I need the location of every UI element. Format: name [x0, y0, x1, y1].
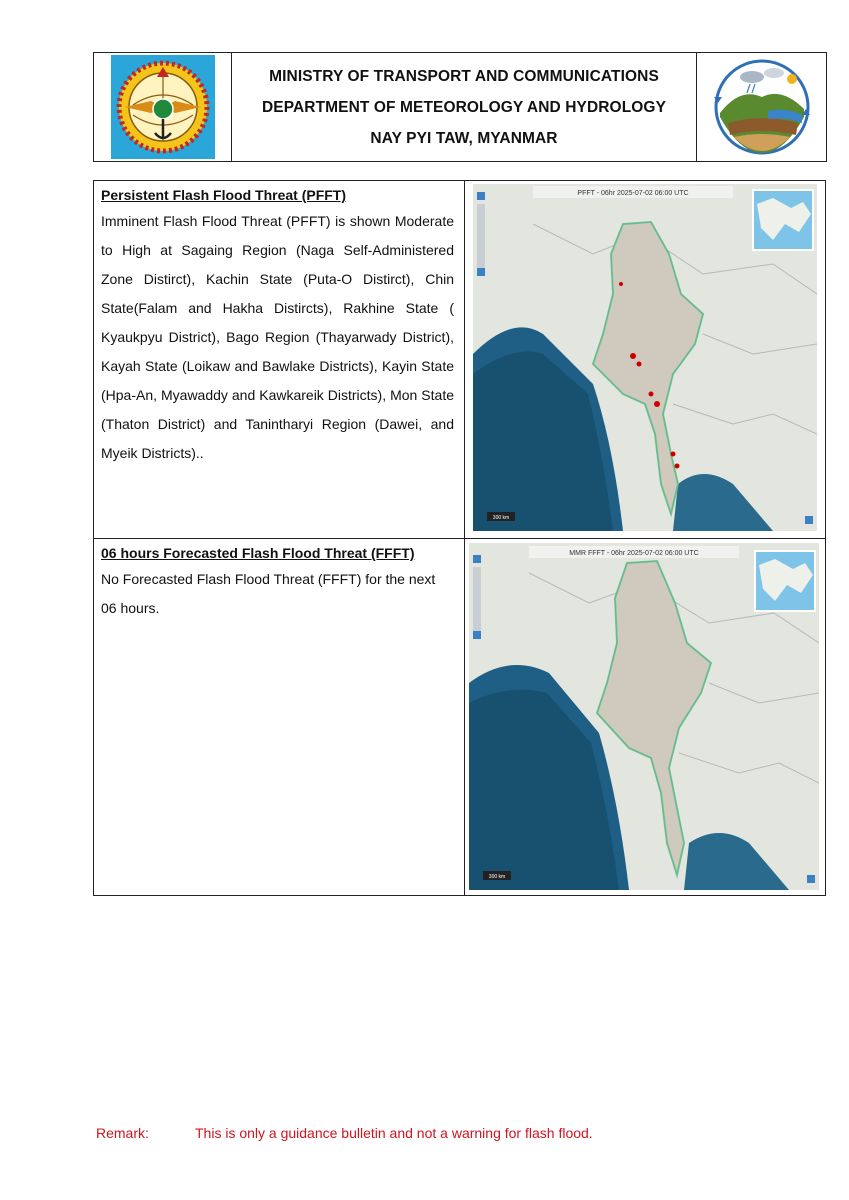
- pfft-map[interactable]: [473, 184, 817, 531]
- pfft-description: Imminent Flash Flood Threat (PFFT) is shown Moderate to High at Sagaing Region (Naga Self-Administered Zone Distirct), Kachin State (Puta-O Distirct), Chin State(Falam and Hakha Distircts), Rakhine State ( Kyaukpyu District), Bago Region (Thayarwady District), Kayah State (Loikaw and Bawlake Districts), Kayin State (Hpa-An, Myawaddy and Kawkareik Districts), Mon State (Thaton District) and Tanintharyi Region (Dawei, and Myeik Districts)..: [101, 213, 454, 461]
- ffft-map-title: MMR FFFT - 06hr 2025-07-02 06:00 UTC: [569, 550, 699, 557]
- left-logo-cell: [94, 53, 232, 161]
- ffft-map-cell: [465, 539, 825, 895]
- pfft-row: [94, 181, 825, 539]
- threat-table: [93, 180, 826, 896]
- remark-label: Remark:: [96, 1125, 149, 1141]
- pfft-title: Persistent Flash Flood Threat (PFFT): [101, 187, 347, 203]
- pfft-map-title: PFFT - 06hr 2025-07-02 06:00 UTC: [577, 190, 689, 197]
- ministry-name: MINISTRY OF TRANSPORT AND COMMUNICATIONS: [269, 67, 659, 85]
- right-logo-cell: [696, 53, 826, 161]
- pfft-map-scale: 300 km: [492, 515, 510, 521]
- department-name: DEPARTMENT OF METEOROLOGY AND HYDROLOGY: [261, 98, 667, 116]
- ffft-description: No Forecasted Flash Flood Threat (FFFT) for the next 06 hours.: [101, 571, 436, 616]
- remark-text: This is only a guidance bulletin and not a warning for flash flood.: [195, 1125, 593, 1141]
- header-title-block: [232, 53, 696, 161]
- ministry-emblem-icon: [111, 55, 215, 159]
- pfft-map-image: [473, 184, 817, 531]
- ffft-text-cell: [94, 539, 465, 895]
- bulletin-header: [93, 52, 827, 162]
- ffft-map-image: [469, 543, 819, 890]
- ffft-map[interactable]: [469, 543, 819, 890]
- pfft-text-cell: [94, 181, 465, 538]
- ffft-map-scale: 300 km: [488, 874, 506, 880]
- pfft-map-cell: [465, 181, 825, 538]
- hydrology-cycle-icon: [710, 57, 814, 157]
- ffft-row: [94, 539, 825, 895]
- location-name: NAY PYI TAW, MYANMAR: [370, 129, 558, 147]
- remark-line: [96, 1125, 593, 1141]
- ffft-title: 06 hours Forecasted Flash Flood Threat (FFFT): [101, 545, 415, 561]
